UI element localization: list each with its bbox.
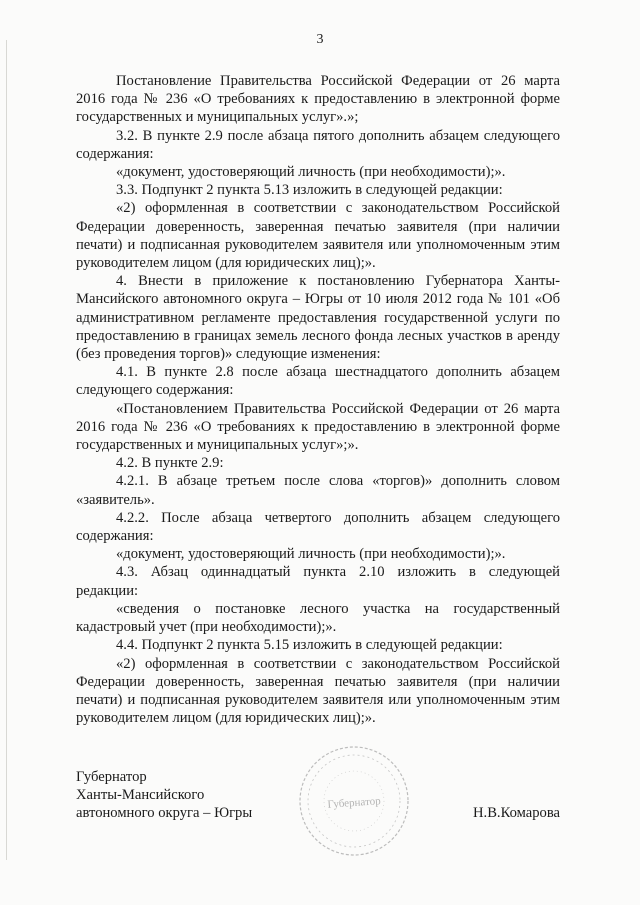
signatory-title-line: Ханты-Мансийского bbox=[76, 787, 205, 804]
document-body bbox=[76, 72, 560, 727]
paragraph: Постановление Правительства Российской Федерации от 26 марта 2016 года № 236 «О требованиях к предоставлению в электронной форме государственных и муниципальных услуг».»; bbox=[76, 73, 560, 126]
signature-block bbox=[76, 768, 560, 828]
paragraph: «2) оформленная в соответствии с законодательством Российской Федерации доверенность, заверенная печатью заявителя (при наличии печати) и подписанная руководителем заявителя или уполномоченным этим руководителем лицом (для юридических лиц);». bbox=[76, 200, 560, 272]
paragraph: 3.3. Подпункт 2 пункта 5.13 изложить в следующей редакции: bbox=[116, 182, 503, 199]
paragraph: 4.3. Абзац одиннадцатый пункта 2.10 изложить в следующей редакции: bbox=[76, 564, 560, 599]
page-number: 3 bbox=[316, 32, 324, 47]
signatory-title-line: Губернатор bbox=[76, 769, 147, 785]
paragraph: «Постановлением Правительства Российской Федерации от 26 марта 2016 года № 236 «О требованиях к предоставлению в электронной форме государственных и муниципальных услуг»;». bbox=[76, 400, 560, 454]
signatory-title bbox=[76, 768, 252, 823]
paragraph: 3.2. В пункте 2.9 после абзаца пятого дополнить абзацем следующего содержания: bbox=[76, 127, 560, 162]
paragraph: «2) оформленная в соответствии с законодательством Российской Федерации доверенность, заверенная печатью заявителя (при наличии печати) и подписанная руководителем заявителя или уполномоченным этим руководителем лицом (для юридических лиц);». bbox=[76, 655, 560, 727]
paragraph: «сведения о постановке лесного участка на государственный кадастровый учет (при необходимости);». bbox=[76, 600, 560, 636]
paragraph: 4.2.2. После абзаца четвертого дополнить абзацем следующего содержания: bbox=[76, 509, 560, 545]
paragraph: 4.2. В пункте 2.9: bbox=[116, 455, 224, 472]
paragraph: «документ, удостоверяющий личность (при необходимости);». bbox=[116, 546, 506, 563]
signatory-name: Н.В.Комарова bbox=[473, 805, 560, 821]
signatory-title-line: автономного округа – Югры bbox=[76, 805, 253, 822]
paragraph: 4. Внести в приложение к постановлению Губернатора Ханты-Мансийского автономного округа – Югры от 10 июля 2012 года № 101 «Об административном регламенте предоставления государственной услуги по предоставлению в границах земель лесного фонда лесных участков в аренду (без проведения торгов)» следующие изменения: bbox=[76, 273, 560, 363]
stamp-text: Губернатор bbox=[327, 795, 382, 811]
paragraph: 4.4. Подпункт 2 пункта 5.15 изложить в следующей редакции: bbox=[116, 637, 503, 654]
paragraph: «документ, удостоверяющий личность (при необходимости);». bbox=[116, 164, 506, 181]
paragraph: 4.1. В пункте 2.8 после абзаца шестнадцатого дополнить абзацем следующего содержания: bbox=[76, 364, 560, 399]
scan-edge-line bbox=[6, 40, 7, 860]
paragraph: 4.2.1. В абзаце третьем после слова «торгов)» дополнить словом «заявитель». bbox=[76, 473, 560, 508]
